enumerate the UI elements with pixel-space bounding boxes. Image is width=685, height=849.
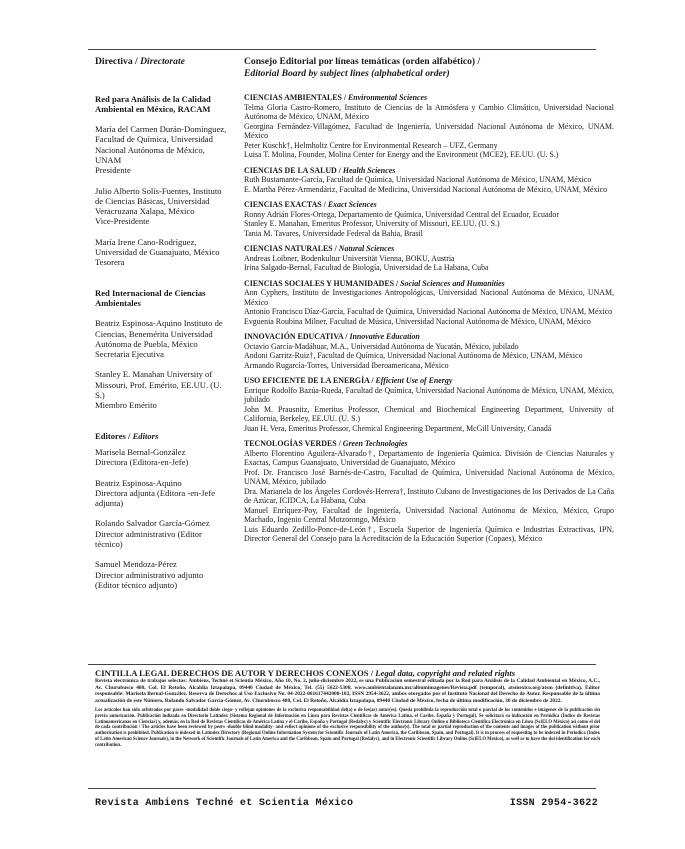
heading-es: Directiva: [95, 56, 133, 67]
editor-role: Director administrativo (Editor técnico): [95, 528, 202, 549]
section-title: CIENCIAS NATURALES / Natural Sciences: [244, 244, 395, 253]
subject-section: [244, 376, 614, 433]
legal-body: Revista electrónica de trabajos selectos: Ambiens, Techné et Scientia México, Año 10, No. 2, julio-diciembre 2022, es una Publicación semestral editada por la Red para Análisis de la Calidad Ambiental en México, A.C., Av. Churubusco 480, Col. El Retoño, Alcaldía Iztapalapa, 09440 Ciudad de México, Tel. (55) 5622-5300, www.ambientalanam.mx/albumimagenes/Revista.pdf (temporal), atsmexico.org/atsm (definitiva). Editor responsable: Marisela Bernal-González. Reserva de Derechos al Uso Exclusivo No. 04-2022-061617442000-102, ISSN 2954-3622, ambos otorgados por el Instituto Nacional del Derecho de Autor. Responsable de la última actualización de este Número, Rolando Salvador García-Gómez, Av. Churubusco 480, Col. El Retoño, Alcaldía Iztapalapa, 09440 Ciudad de México, fecha de última modificación, 30 de diciembre de 2022.: [95, 678, 600, 704]
subject-section: [244, 244, 614, 273]
subject-section: [244, 439, 614, 544]
journal-name: Revista Ambiens Techné et Scientia México: [95, 798, 354, 809]
section-title: CIENCIAS DE LA SALUD / Health Sciences: [244, 165, 396, 175]
legal-notice: Los artículos han sido arbitrados por pares -modalidad doble ciego- y reflejan opiniones de la exclusiva responsabilidad del(a) o de los(as) autor(es). Queda prohibida la reproducción total o parcial de los contenidos e imágenes de la publicación sin previa autorización. Publicación indizada en Directorio Latindex (Sistema Regional de Información en Línea para Revistas Científicas de América Latina, el Caribe, España y Portugal). Se solicitará su indización en Periódica (Índice de Revistas Latinoamericanas en Ciencias) y, además, en la Red de Revistas Científicas de América Latina y el Caribe, España y Portugal (Redalyc) y Scientific Electronic Library Online o Biblioteca Científica Electrónica en Línea (SciELO México) así como el del de cada contribución / The articles have been reviewed by peers -double blind modality- and reflect opinions of the exclusive responsibility of the author(s). The total or partial reproduction of the contents and images of the publication without prior authorization is prohibited. Publication is indexed in Latindex Directory (Regional Online Information System for Scientific Journals of Latin America, the Caribbean, Spain, and Portugal). It is in process of requesting to be indexed in Periodica (Index of Latin American Science Journals), in the Network of Scientific Journals of Latin America and the Caribbean, Spain and Portugal (Redalyc), and in Electronic Scientific Library Online (SciELO Mexico), as well as to have the doi identification for each contribution.: [95, 708, 600, 748]
board-member: Luis Eduardo Zedillo-Ponce-de-León†, Escuela Superior de Ingeniería Química e Industrias Extractivas, IPN, Director General del Consejo para la Acreditación de la Educación Superior (Copaes), México: [244, 524, 614, 543]
board-member: Andoni Garritz-Ruiz†, Facultad de Química, Universidad Nacional Autónoma de México, UNAM, México: [244, 351, 583, 360]
legal-top-rule: [88, 664, 596, 665]
page-footer: [95, 798, 598, 809]
board-member: Ann Cyphers, Instituto de Investigaciones Antropológicas, Universidad Nacional Autónoma de México, UNAM, México: [244, 288, 614, 307]
board-member: Armando Rugarcía-Torres, Universidad Iberoamericana, México: [244, 360, 449, 370]
section-title-es: INNOVACIÓN EDUCATIVA: [244, 332, 344, 341]
person-name: Beatriz Espinosa-Aquino Instituto de Ciencias, Benemérita Universidad Autónoma de Puebla, México: [95, 318, 223, 349]
legal-title: CINTILLA LEGAL DERECHOS DE AUTOR Y DERECHOS CONEXOS / Legal data, copyright and related rights: [95, 668, 516, 678]
section-title: INNOVACIÓN EDUCATIVA / Innovative Education: [244, 332, 420, 341]
section-title-en: Exact Sciences: [327, 200, 377, 209]
footer-rule: [88, 788, 596, 789]
board-member: John M. Prausnitz, Emeritus Professor, Chemical and Biochemical Engineering Department, University of California, Berkeley, EE.UU. (U. S.): [244, 404, 614, 423]
section-title: CIENCIAS AMBIENTALES / Environmental Sciences: [244, 93, 428, 102]
editor-role: Director administrativo adjunto (Editor técnico adjunto): [95, 569, 204, 590]
org-name: Red para Análisis de la Calidad Ambiental en México, RACAM: [95, 93, 211, 114]
board-member: Octavio García-Madáhuar, M.A., Universidad Autónoma de Yucatán, México, jubilado: [244, 341, 519, 351]
board-member: Alberto Florentino Aguilera-Alvarado†, Departamento de Ingeniería Química. División de Ciencias Naturales y Exactas, Campus Guanajuato, Universidad de Guanajuato, México: [244, 448, 614, 467]
board-member: Evguenia Roubina Milner, Facultad de Música, Universidad Nacional Autónoma de México, UNAM, México: [244, 316, 591, 326]
editor-name: Beatriz Espinosa-Aquino: [95, 477, 182, 488]
section-title-es: CIENCIAS DE LA SALUD: [244, 165, 337, 175]
editor-name: Samuel Mendoza-Pérez: [95, 559, 177, 570]
org-name: Red Internacional de Ciencias Ambientales: [95, 287, 206, 308]
section-title: TECNOLOGÍAS VERDES / Green Technologies: [244, 439, 408, 448]
editor-name: Marisela Bernal-González: [95, 446, 186, 457]
editor-entry: [95, 447, 228, 468]
subject-section: [244, 332, 614, 370]
board-member: Andreas Loibner, Bodenkultur Universität Vienna, BOKU, Austria: [244, 253, 455, 263]
person-role: Secretaria Ejecutiva: [95, 349, 164, 360]
subject-section: [244, 279, 614, 327]
editor-role: Directora adjunta (Editora -en-Jefe adjunta): [95, 487, 216, 509]
person-role: Tesorera: [95, 257, 125, 268]
section-title-es: USO EFICIENTE DE LA ENERGÍA: [244, 376, 370, 385]
board-member: Peter Kuschk†, Helmholtz Centre for Environmental Research – UFZ, Germany: [244, 140, 498, 150]
board-member: Ronny Adrián Flores-Ortega, Departamento de Química, Universidad Central del Ecuador, Ecuador: [244, 209, 559, 219]
section-title-es: CIENCIAS NATURALES: [244, 244, 333, 253]
directorate-heading: Directiva / Directorate: [95, 56, 185, 67]
editor-entry: [95, 478, 228, 509]
person-entry: [95, 237, 228, 268]
board-member: Telma Gloria Castro-Romero, Instituto de Ciencias de la Atmósfera y Cambio Climático, Universidad Nacional Autónoma de México, UNAM, México: [244, 102, 614, 121]
editors-heading-es: Editores: [95, 430, 126, 441]
person-name: María del Carmen Durán-Domínguez, Facultad de Química, Universidad Nacional Autónoma de México, UNAM: [95, 124, 227, 165]
board-member: Juan H. Vera, Emeritus Professor, Chemical Engineering Department, McGill University, Canadá: [244, 423, 552, 433]
section-title-en: Green Technologies: [342, 439, 408, 448]
subject-section: [244, 200, 614, 238]
board-member: Georgina Fernández-Villagómez, Facultad de Ingeniería, Universidad Nacional Autónoma de México, UNAM. México: [244, 121, 614, 140]
person-entry: [95, 369, 228, 410]
legal-section: [95, 668, 600, 748]
editor-entry: [95, 518, 228, 549]
board-member: Tania M. Tavares, Universidade Federal da Bahia, Brasil: [244, 228, 423, 238]
board-member: Irina Salgado-Bernal, Facultad de Biología, Universidad de La Habana, Cuba: [244, 263, 489, 272]
board-member: Luisa T. Molina, Founder, Molina Center for Energy and the Environment (MCE2), EE.UU. (U. S.): [244, 150, 559, 159]
person-role: Presidente: [95, 165, 131, 176]
board-member: Ruth Bustamante-García, Facultad de Química, Universidad Nacional Autónoma de México, UNAM, México: [244, 175, 592, 184]
person-entry: [95, 186, 228, 227]
editors-heading: Editores / Editors: [95, 430, 159, 441]
section-title-en: Innovative Education: [349, 332, 420, 341]
person-entry: [95, 318, 228, 359]
section-title: USO EFICIENTE DE LA ENERGÍA / Efficient Use of Energy: [244, 376, 453, 385]
board-member: Stanley E. Manahan, Emeritus Professor, University of Missouri, EE.UU. (U. S.): [244, 219, 500, 228]
section-title-en: Natural Sciences: [338, 244, 395, 253]
editor-role: Directora (Editora-en-Jefe): [95, 457, 189, 468]
subject-section: [244, 166, 614, 195]
editors-heading-en: Editors: [132, 430, 159, 441]
section-title-en: Environmental Sciences: [348, 93, 428, 102]
heading-en: Directorate: [140, 56, 185, 67]
person-name: Stanley E. Manahan University of Missouri, Prof. Emérito, EE.UU. (U. S.): [95, 369, 222, 401]
section-title: CIENCIAS EXACTAS / Exact Sciences: [244, 200, 377, 209]
person-entry: [95, 124, 228, 175]
section-title-es: CIENCIAS SOCIALES Y HUMANIDADES: [244, 278, 395, 288]
board-member: Antonio Francisco Díaz-García, Facultad de Química, Universidad Nacional Autónoma de México, UNAM, México: [244, 307, 613, 316]
person-name: María Irene Cano-Rodríguez, Universidad de Guanajuato, México: [95, 236, 220, 258]
section-title-en: Social Sciences and Humanities: [400, 278, 505, 288]
person-name: Julio Alberto Solís-Fuentes, Instituto de Ciencias Básicas, Universidad Veracruzana Xalapa, México: [95, 185, 222, 217]
board-member: Prof. Dr. Francisco José Barnés-de-Castro, Facultad de Química, Universidad Nacional Autónoma de México, UNAM, México, jubilado: [244, 467, 614, 486]
section-title-en: Health Sciences: [342, 165, 396, 175]
editor-entry: [95, 559, 228, 590]
directorate-column: [95, 56, 228, 590]
issn: ISSN 2954-3622: [509, 798, 598, 809]
top-rule: [88, 49, 596, 50]
subject-section: [244, 93, 614, 160]
section-title-es: CIENCIAS AMBIENTALES: [244, 93, 342, 102]
board-member: Dra. Marianela de los Ángeles Cordovés-Herrera†, Instituto Cubano de Investigaciones de los Derivados de La Caña de Azúcar, ICIDCA, La Habana, Cuba: [244, 486, 614, 505]
board-member: Manuel Enríquez-Poy, Facultad de Ingeniería, Universidad Nacional Autónoma de México, México, Grupo Machado, Ingenio Central Motzorongo, México: [244, 505, 614, 524]
board-member: Enrique Rodolfo Bazúa-Rueda, Facultad de Química, Universidad Nacional Autónoma de México, UNAM, México, jubilado: [244, 385, 614, 404]
editor-name: Rolando Salvador García-Gómez: [95, 518, 210, 529]
section-title-es: CIENCIAS EXACTAS: [244, 200, 322, 209]
board-heading-en: Editorial Board by subject lines (alphabetical order): [244, 67, 450, 79]
person-role: Vice-Presidente: [95, 216, 150, 227]
person-role: Miembro Emérito: [95, 400, 157, 411]
board-member: E. Martha Pérez-Armendáriz, Facultad de Medicina, Universidad Nacional Autónoma de México, UNAM, México: [244, 184, 608, 194]
editorial-board-heading: [244, 56, 614, 79]
section-title-en: Efficient Use of Energy: [375, 376, 453, 385]
section-title-es: TECNOLOGÍAS VERDES: [244, 439, 337, 448]
section-title: CIENCIAS SOCIALES Y HUMANIDADES / Social Sciences and Humanities: [244, 278, 505, 288]
editorial-board-column: [244, 56, 614, 544]
board-heading-es: Consejo Editorial por líneas temáticas (orden alfabético) /: [244, 56, 481, 67]
